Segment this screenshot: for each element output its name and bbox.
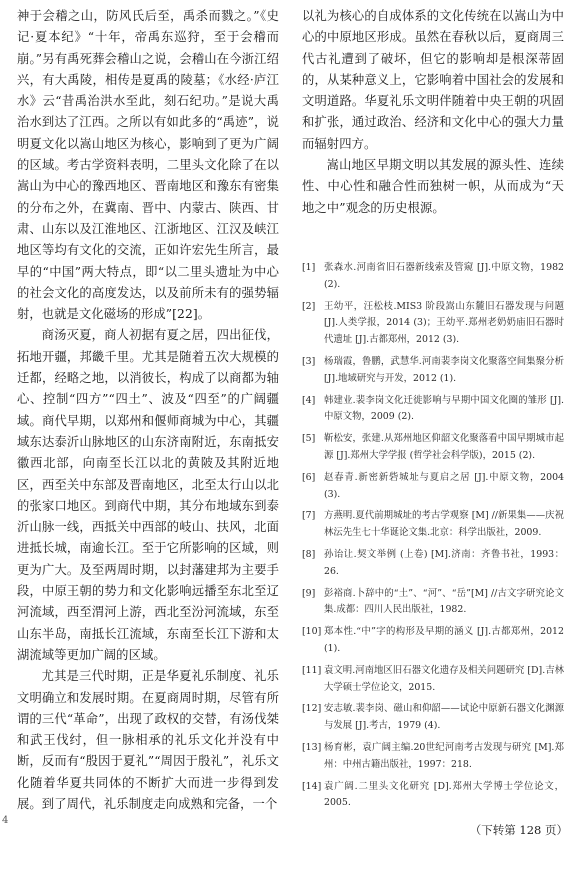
body-paragraph: 商汤灭夏，商人初据有夏之居，四出征伐，拓地开疆，邦畿千里。尤其是随着五次大规模的迁都，经略之地，以消彼长，构成了以商都为轴心、控制“四方”“四土”、波及“四至”的广阔疆域。商代早期，以郑州和偃师商城为中心，其疆域东达泰沂山脉地区的山东济南附近，东南抵安徽西北部，向南至长江以北的黄陂及其附近地区，西至关中东部及晋南地区，北至太行山以北的张家口地区。到商代中期，其分布地域东到泰沂山脉一线，西抵关中西部的岐山、扶风，北面进抵长城，南逾长江。至于它所影响的区域，则更为广大。及至两周时期，以封藩建邦为主要手段，中原王朝的势力和文化影响远播至东北至辽河流域，西至渭河上游，西北至汾河流域，东至山东半岛，南抵长江流域，东南至长江下游和太湖流域等更加广阔的区域。	[17, 328, 279, 662]
reference-number: [2]	[302, 300, 316, 312]
references-list	[302, 260, 564, 817]
reference-text: 孙诒让.契文举例 (上卷) [M].济南：齐鲁书社，1993：26.	[324, 548, 564, 577]
continuation-note: （下转第 128 页）	[469, 823, 568, 837]
reference-text: 袁广阔.二里头文化研究 [D].郑州大学博士学位论文，2005.	[324, 780, 564, 809]
reference-item	[302, 586, 564, 620]
margin-mark: 4	[2, 815, 9, 826]
reference-item	[302, 431, 564, 465]
reference-text: 韩建业.裴李岗文化迁徙影响与早期中国文化圈的雏形 [J].中原文物，2009 (2).	[324, 394, 564, 423]
reference-text: 杨育彬，袁广阔主编.20世纪河南考古发现与研究 [M].郑州：中州古籍出版社，1997：218.	[324, 741, 564, 770]
reference-number: [11]	[302, 664, 322, 676]
left-column	[17, 6, 279, 815]
reference-item	[302, 701, 564, 735]
reference-item	[302, 779, 564, 813]
body-paragraph: 尤其是三代时期，正是华夏礼乐制度、礼乐文明确立和发展时期。在夏商周时期，尽管有所谓的三代“革命”，出现了政权的交替，有汤伐桀和武王伐纣，但一脉相承的礼乐文化并没有中断，反而有“殷因于夏礼”“周因于殷礼”，礼乐文化随着华夏共同体的不断扩大而进一步得到发展。到了周代，礼乐制度走向成熟和完备，一个	[17, 669, 279, 811]
reference-number: [8]	[302, 548, 316, 560]
reference-text: 袁文明.河南地区旧石器文化遗存及相关问题研究 [D].吉林大学硕士学位论文，2015.	[324, 664, 564, 693]
reference-number: [6]	[302, 471, 316, 483]
reference-number: [13]	[302, 741, 322, 753]
reference-text: 王幼平，汪松枝.MIS3 阶段嵩山东麓旧石器发现与问题 [J].人类学报，2014 (3)；王幼平.郑州老奶奶庙旧石器时代遗址 [J].古都郑州，2012 (3).	[324, 300, 564, 346]
reference-number: [7]	[302, 510, 316, 522]
reference-number: [10]	[302, 626, 322, 638]
body-paragraph: 神于会稽之山，防风氏后至，禹杀而戮之。”《史记·夏本纪》“十年，帝禹东巡狩，至于会稽而崩。”另有禹死葬会稽山之说，会稽山在今浙江绍兴，有大禹陵，相传是夏禹的陵墓；《水经·庐江水》云“昔禹治洪水至此，刻石纪功。”是说大禹治水到达了江西。之所以有如此多的“禹迹”，说明夏文化以嵩山地区为核心，影响到了更为广阔的区域。考古学资料表明，二里头文化除了在以嵩山为中心的豫西地区、晋南地区和豫东有密集的分布之外，在冀南、晋中、内蒙古、陕西、甘肃、山东以及江淮地区、江浙地区、江汉及峡江地区等均有文化的交流，正如许宏先生所言，最早的“中国”两大特点，即“以二里头遗址为中心的社会文化的高度发达，以及前所未有的强势辐射，也就是文化磁场的形成”[22]。	[17, 9, 279, 322]
reference-number: [3]	[302, 355, 316, 367]
reference-item	[302, 663, 564, 697]
reference-number: [4]	[302, 394, 316, 406]
reference-item	[302, 624, 564, 658]
reference-text: 彭裕商.卜辞中的“土”、“河”、“岳”[M] //古文字研究论文集.成都：四川人民出版社，1982.	[324, 587, 564, 616]
reference-item	[302, 393, 564, 427]
reference-number: [14]	[302, 780, 322, 792]
reference-item	[302, 470, 564, 504]
reference-number: [5]	[302, 433, 316, 445]
reference-item	[302, 354, 564, 388]
reference-text: 赵春青.新密新砦城址与夏启之居 [J].中原文物，2004 (3).	[324, 471, 564, 500]
reference-text: 安志敏.裴李岗、磁山和仰韶——试论中原新石器文化渊源与发展 [J].考古，1979 (4).	[324, 703, 564, 732]
reference-item	[302, 299, 564, 349]
reference-text: 靳松安，张建.从郑州地区仰韶文化聚落看中国早期城市起源 [J].郑州大学学报 (哲学社会科学版)，2015 (2).	[324, 433, 564, 461]
reference-item	[302, 508, 564, 542]
body-paragraph: 以礼为核心的自成体系的文化传统在以嵩山为中心的中原地区形成。虽然在春秋以后，夏商周三代古礼遭到了破坏，但它的影响却是根深蒂固的，从某种意义上，它影响着中国社会的发展和文明道路。华夏礼乐文明伴随着中央王朝的巩固和扩张，通过政治、经济和文化中心的强大力量而辐射四方。	[302, 9, 564, 151]
reference-text: 方燕明.夏代前期城址的考古学观察 [M] //新果集——庆祝林沄先生七十华诞论文集.北京：科学出版社，2009.	[324, 510, 564, 539]
body-paragraph: 嵩山地区早期文明以其发展的源头性、连续性、中心性和融合性而独树一帜，从而成为“天地之中”观念的历史根源。	[302, 158, 564, 215]
reference-item	[302, 740, 564, 774]
reference-text: 张森水.河南省旧石器新线索及管窥 [J].中原文物，1982 (2).	[324, 262, 564, 290]
reference-number: [1]	[302, 262, 316, 273]
reference-item	[302, 547, 564, 581]
reference-text: 郑本性.“中”字的构形及早期的涵义 [J].古都郑州，2012 (1).	[324, 626, 564, 654]
reference-number: [12]	[302, 703, 322, 715]
reference-item	[302, 260, 564, 294]
reference-number: [9]	[302, 587, 316, 599]
reference-text: 杨瑞霞，鲁鹏，武慧华.河南裴李岗文化聚落空间集聚分析 [J].地域研究与开发，2012 (1).	[324, 355, 564, 384]
right-text-block	[302, 6, 564, 219]
